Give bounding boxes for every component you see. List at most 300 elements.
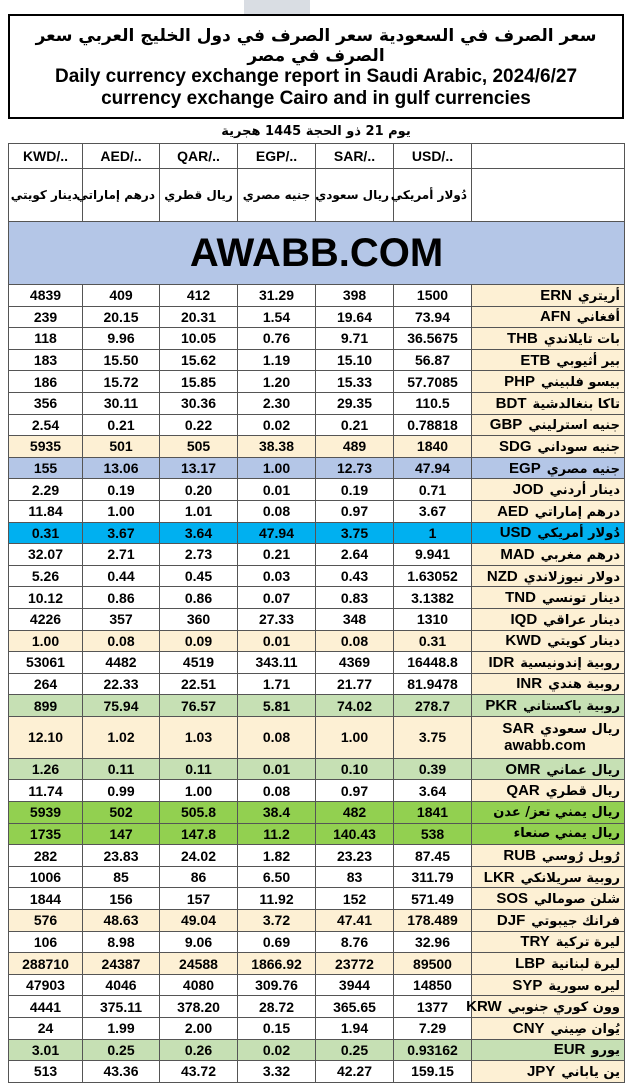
rate-cell-kwd: 1.26 [9, 758, 83, 780]
rate-cell-aed: 156 [83, 888, 160, 910]
rate-cell-usd: 1377 [394, 996, 472, 1018]
rate-cell-kwd: 4839 [9, 285, 83, 307]
rate-cell-usd: 87.45 [394, 845, 472, 867]
currency-name-ar: وون كوري جنوبي [507, 1000, 620, 1016]
currency-name-ar: ريال قطري [545, 784, 620, 800]
currency-name-cell [472, 457, 625, 479]
rate-cell-sar: 8.76 [316, 931, 394, 953]
rate-cell-kwd: 47903 [9, 974, 83, 996]
rate-cell-usd: 0.71 [394, 479, 472, 501]
table-row [9, 673, 625, 695]
rate-cell-kwd: 53061 [9, 652, 83, 674]
currency-name-ar: يورو [591, 1043, 620, 1059]
rate-cell-aed: 3.67 [83, 522, 160, 544]
table-row [9, 910, 625, 932]
currency-code: USD [499, 524, 532, 542]
rate-cell-egp: 2.30 [238, 392, 316, 414]
currency-code: DJF [496, 911, 526, 929]
currency-name-cell [472, 758, 625, 780]
rate-cell-qar: 49.04 [160, 910, 238, 932]
rate-cell-usd: 0.78818 [394, 414, 472, 436]
currency-code: PKR [485, 697, 518, 715]
rate-cell-sar: 0.10 [316, 758, 394, 780]
table-row [9, 931, 625, 953]
table-row [9, 544, 625, 566]
header-title-english-line2: currency exchange Cairo and in gulf currencies [101, 88, 531, 109]
rate-cell-sar: 15.33 [316, 371, 394, 393]
rate-cell-egp: 47.94 [238, 522, 316, 544]
currency-name-ar: تاكا بنغالدشية [532, 396, 620, 412]
table-row [9, 522, 625, 544]
rate-cell-kwd: 4441 [9, 996, 83, 1018]
currency-name-ar: دينار كويتي [547, 634, 620, 650]
rate-cell-egp: 0.01 [238, 758, 316, 780]
rate-cell-qar: 1.00 [160, 780, 238, 802]
rate-cell-egp: 0.02 [238, 414, 316, 436]
rate-cell-sar: 4369 [316, 652, 394, 674]
rate-cell-kwd: 264 [9, 673, 83, 695]
currency-name-ar: ريال سعودي [540, 722, 620, 738]
col-header-kwd: KWD/.. [9, 144, 83, 169]
col-header-empty [472, 144, 625, 169]
rate-cell-egp: 0.07 [238, 587, 316, 609]
rate-cell-kwd: 32.07 [9, 544, 83, 566]
currency-name-cell [472, 823, 625, 845]
table-row [9, 565, 625, 587]
col-header-egp: EGP/.. [238, 144, 316, 169]
table-row [9, 587, 625, 609]
rate-cell-egp: 11.2 [238, 823, 316, 845]
rate-cell-usd: 32.96 [394, 931, 472, 953]
currency-code: JPY [526, 1062, 556, 1080]
rate-cell-kwd: 186 [9, 371, 83, 393]
rate-cell-qar: 505 [160, 436, 238, 458]
col-name-egp: جنيه مصري [238, 169, 316, 222]
currency-code: IQD [510, 610, 538, 628]
rate-cell-egp: 0.69 [238, 931, 316, 953]
rate-cell-usd: 36.5675 [394, 328, 472, 350]
table-row [9, 802, 625, 824]
currency-name-cell [472, 436, 625, 458]
table-row [9, 888, 625, 910]
rate-cell-usd: 1841 [394, 802, 472, 824]
table-row [9, 652, 625, 674]
rate-cell-aed: 20.15 [83, 306, 160, 328]
col-name-aed: درهم إماراتي [83, 169, 160, 222]
rate-cell-egp: 1.00 [238, 457, 316, 479]
rate-cell-kwd: 3.01 [9, 1039, 83, 1061]
currency-name-ar: رُوبل رُوسي [541, 849, 620, 865]
rate-cell-usd: 110.5 [394, 392, 472, 414]
rate-cell-aed: 147 [83, 823, 160, 845]
rate-cell-aed: 357 [83, 608, 160, 630]
rate-cell-aed: 23.83 [83, 845, 160, 867]
rate-cell-qar: 4519 [160, 652, 238, 674]
rate-cell-qar: 76.57 [160, 695, 238, 717]
currency-name-cell [472, 974, 625, 996]
rate-cell-usd: 47.94 [394, 457, 472, 479]
currency-name-ar: ين ياباني [561, 1064, 620, 1080]
currency-code: EUR [553, 1041, 586, 1059]
rate-cell-egp: 0.03 [238, 565, 316, 587]
currency-name-cell [472, 328, 625, 350]
rate-cell-kwd: 4226 [9, 608, 83, 630]
rate-cell-aed: 43.36 [83, 1061, 160, 1083]
rate-cell-aed: 15.72 [83, 371, 160, 393]
currency-code: CNY [512, 1019, 545, 1037]
rate-cell-kwd: 1844 [9, 888, 83, 910]
currency-name-cell [472, 392, 625, 414]
rate-cell-sar: 23.23 [316, 845, 394, 867]
rate-cell-aed: 4046 [83, 974, 160, 996]
table-row [9, 608, 625, 630]
rate-cell-sar: 482 [316, 802, 394, 824]
currency-name-cell [472, 565, 625, 587]
currency-name-cell [472, 1018, 625, 1040]
currency-name-ar: روبية هندي [548, 677, 620, 693]
currency-code: GBP [489, 416, 523, 434]
currency-name-cell [472, 285, 625, 307]
rate-cell-egp: 0.01 [238, 479, 316, 501]
table-row [9, 695, 625, 717]
table-row [9, 328, 625, 350]
table-row [9, 716, 625, 758]
rate-cell-qar: 1.01 [160, 500, 238, 522]
rate-cell-usd: 57.7085 [394, 371, 472, 393]
rate-cell-qar: 86 [160, 866, 238, 888]
currency-name-ar: أريتري [577, 288, 620, 304]
currency-name-cell [472, 652, 625, 674]
rate-cell-sar: 74.02 [316, 695, 394, 717]
currency-code: KWD [505, 632, 542, 650]
rate-cell-usd: 81.9478 [394, 673, 472, 695]
currency-name-cell [472, 1039, 625, 1061]
rate-cell-sar: 348 [316, 608, 394, 630]
column-code-header-row [9, 144, 625, 169]
currency-code: TRY [520, 933, 550, 951]
rate-cell-kwd: 155 [9, 457, 83, 479]
rate-cell-qar: 147.8 [160, 823, 238, 845]
rate-cell-usd: 16448.8 [394, 652, 472, 674]
rate-cell-sar: 365.65 [316, 996, 394, 1018]
currency-name-cell [472, 414, 625, 436]
rate-cell-kwd: 513 [9, 1061, 83, 1083]
rate-cell-egp: 0.21 [238, 544, 316, 566]
rate-cell-sar: 0.25 [316, 1039, 394, 1061]
currency-name-ar: روبية إندونيسية [520, 655, 620, 671]
currency-code: LKR [483, 868, 515, 886]
table-row [9, 866, 625, 888]
rate-cell-aed: 502 [83, 802, 160, 824]
currency-name-ar: ليرة لبنانية [551, 957, 620, 973]
rate-cell-egp: 5.81 [238, 695, 316, 717]
table-row [9, 1039, 625, 1061]
rate-cell-kwd: 12.10 [9, 716, 83, 758]
currency-name-cell [472, 845, 625, 867]
rate-cell-kwd: 576 [9, 910, 83, 932]
currency-code: AED [497, 502, 529, 520]
rate-cell-egp: 3.72 [238, 910, 316, 932]
currency-name-ar: دينار تونسي [541, 591, 620, 607]
exchange-rate-table [8, 143, 625, 1083]
rate-cell-sar: 15.10 [316, 349, 394, 371]
rate-cell-qar: 1.03 [160, 716, 238, 758]
rate-cell-kwd: 899 [9, 695, 83, 717]
banner-row [9, 222, 625, 285]
currency-code: TND [505, 589, 536, 607]
rate-cell-aed: 15.50 [83, 349, 160, 371]
rate-cell-aed: 0.11 [83, 758, 160, 780]
currency-code: SYP [512, 976, 543, 994]
rate-cell-usd: 14850 [394, 974, 472, 996]
rate-cell-kwd: 11.84 [9, 500, 83, 522]
rate-cell-qar: 13.17 [160, 457, 238, 479]
site-banner: AWABB.COM [9, 222, 625, 285]
rate-cell-sar: 9.71 [316, 328, 394, 350]
rate-cell-aed: 0.44 [83, 565, 160, 587]
rate-cell-qar: 10.05 [160, 328, 238, 350]
currency-name-ar: درهم مغربي [540, 547, 620, 563]
rate-cell-qar: 22.51 [160, 673, 238, 695]
hijri-date: يوم 21 ذو الحجة 1445 هجرية [221, 124, 411, 139]
currency-name-cell [472, 522, 625, 544]
currency-name-ar: دينار عراقي [543, 612, 620, 628]
col-header-usd: USD/.. [394, 144, 472, 169]
rate-cell-kwd: 183 [9, 349, 83, 371]
rate-cell-egp: 0.02 [238, 1039, 316, 1061]
rate-cell-aed: 13.06 [83, 457, 160, 479]
rate-cell-egp: 27.33 [238, 608, 316, 630]
table-row [9, 349, 625, 371]
rate-cell-egp: 0.76 [238, 328, 316, 350]
rate-cell-aed: 375.11 [83, 996, 160, 1018]
rate-cell-kwd: 0.31 [9, 522, 83, 544]
currency-name-cell [466, 996, 625, 1018]
rate-cell-aed: 0.21 [83, 414, 160, 436]
rate-cell-kwd: 239 [9, 306, 83, 328]
table-row [9, 996, 625, 1018]
rate-cell-usd: 3.67 [394, 500, 472, 522]
rate-cell-usd: 3.64 [394, 780, 472, 802]
rate-cell-egp: 0.08 [238, 716, 316, 758]
currency-code: THB [507, 329, 538, 347]
currency-code: BDT [495, 394, 527, 412]
currency-code: ETB [520, 351, 551, 369]
rate-cell-aed: 0.25 [83, 1039, 160, 1061]
currency-name-cell [472, 630, 625, 652]
currency-name-cell [472, 608, 625, 630]
rate-cell-qar: 9.06 [160, 931, 238, 953]
currency-name-cell [472, 349, 625, 371]
table-row [9, 436, 625, 458]
rate-cell-sar: 1.94 [316, 1018, 394, 1040]
rate-cell-egp: 343.11 [238, 652, 316, 674]
rate-cell-egp: 3.32 [238, 1061, 316, 1083]
rate-cell-sar: 47.41 [316, 910, 394, 932]
rate-cell-egp: 1.54 [238, 306, 316, 328]
rate-cell-usd: 7.29 [394, 1018, 472, 1040]
currency-name-ar: بات تايلاندي [543, 331, 620, 347]
rate-cell-usd: 159.15 [394, 1061, 472, 1083]
rate-cell-sar: 152 [316, 888, 394, 910]
currency-name-ar: درهم إماراتي [534, 504, 620, 520]
rate-cell-usd: 0.39 [394, 758, 472, 780]
currency-name-cell [472, 716, 625, 758]
currency-name-cell [472, 866, 625, 888]
table-row [9, 285, 625, 307]
rate-cell-egp: 0.01 [238, 630, 316, 652]
rate-cell-kwd: 1735 [9, 823, 83, 845]
currency-name-cell [472, 888, 625, 910]
rate-cell-egp: 1.19 [238, 349, 316, 371]
rate-cell-sar: 29.35 [316, 392, 394, 414]
currency-code: QAR [506, 782, 540, 800]
rate-cell-qar: 24588 [160, 953, 238, 975]
rate-cell-qar: 157 [160, 888, 238, 910]
rate-cell-qar: 43.72 [160, 1061, 238, 1083]
col-header-sar: SAR/.. [316, 144, 394, 169]
rate-cell-qar: 3.64 [160, 522, 238, 544]
rate-cell-usd: 538 [394, 823, 472, 845]
rate-cell-usd: 178.489 [394, 910, 472, 932]
rate-cell-aed: 1.02 [83, 716, 160, 758]
rate-cell-aed: 24387 [83, 953, 160, 975]
currency-code: SOS [496, 890, 528, 908]
report-header [8, 14, 624, 119]
rate-cell-sar: 0.83 [316, 587, 394, 609]
rate-cell-sar: 489 [316, 436, 394, 458]
rate-cell-qar: 15.62 [160, 349, 238, 371]
column-name-header-row [9, 169, 625, 222]
table-row [9, 392, 625, 414]
currency-name-ar: ريال يمني صنعاء [513, 826, 620, 842]
rate-cell-aed: 0.99 [83, 780, 160, 802]
table-row [9, 630, 625, 652]
rate-cell-kwd: 5939 [9, 802, 83, 824]
currency-name-cell [472, 1061, 625, 1083]
rate-cell-aed: 30.11 [83, 392, 160, 414]
rate-cell-kwd: 106 [9, 931, 83, 953]
rate-cell-sar: 42.27 [316, 1061, 394, 1083]
rate-cell-qar: 378.20 [160, 996, 238, 1018]
table-row [9, 974, 625, 996]
rate-cell-usd: 1.63052 [394, 565, 472, 587]
rate-cell-sar: 0.19 [316, 479, 394, 501]
rate-cell-egp: 38.4 [238, 802, 316, 824]
rate-cell-qar: 0.22 [160, 414, 238, 436]
rate-cell-sar: 2.64 [316, 544, 394, 566]
rate-cell-egp: 1.71 [238, 673, 316, 695]
rate-cell-kwd: 288710 [9, 953, 83, 975]
rate-cell-egp: 1866.92 [238, 953, 316, 975]
currency-name-ar: أفغاني [576, 310, 620, 326]
currency-name-cell [472, 479, 625, 501]
rate-cell-qar: 0.45 [160, 565, 238, 587]
rate-cell-usd: 571.49 [394, 888, 472, 910]
table-row [9, 823, 625, 845]
col-name-empty [472, 169, 625, 222]
rate-cell-kwd: 11.74 [9, 780, 83, 802]
currency-code: RUB [503, 847, 536, 865]
rate-cell-qar: 30.36 [160, 392, 238, 414]
currency-code: NZD [486, 567, 518, 585]
rate-cell-sar: 0.43 [316, 565, 394, 587]
rate-cell-kwd: 2.29 [9, 479, 83, 501]
rate-cell-aed: 501 [83, 436, 160, 458]
col-name-qar: ريال قطري [160, 169, 238, 222]
site-watermark-text: awabb.com [504, 737, 586, 755]
rate-cell-sar: 0.97 [316, 500, 394, 522]
rate-cell-egp: 28.72 [238, 996, 316, 1018]
table-row [9, 953, 625, 975]
currency-code: KRW [466, 998, 502, 1016]
table-row [9, 500, 625, 522]
rate-cell-aed: 409 [83, 285, 160, 307]
rate-cell-qar: 2.73 [160, 544, 238, 566]
currency-code: SAR [502, 720, 535, 738]
currency-name-ar: بير أثيوبي [556, 353, 620, 369]
rate-cell-qar: 0.26 [160, 1039, 238, 1061]
currency-code: LBP [515, 955, 546, 973]
rate-cell-sar: 398 [316, 285, 394, 307]
col-name-kwd: دينار كويتي [9, 169, 83, 222]
rate-cell-qar: 412 [160, 285, 238, 307]
currency-name-cell [472, 910, 625, 932]
currency-code: IDR [488, 653, 515, 671]
rate-cell-usd: 311.79 [394, 866, 472, 888]
rate-cell-aed: 85 [83, 866, 160, 888]
currency-code: PHP [504, 373, 536, 391]
rate-cell-qar: 360 [160, 608, 238, 630]
currency-code: INR [516, 675, 543, 693]
table-row [9, 1061, 625, 1083]
rate-cell-usd: 89500 [394, 953, 472, 975]
rate-cell-aed: 0.08 [83, 630, 160, 652]
rate-cell-sar: 83 [316, 866, 394, 888]
rate-cell-kwd: 282 [9, 845, 83, 867]
rate-cell-aed: 0.19 [83, 479, 160, 501]
currency-code: SDG [498, 437, 532, 455]
currency-name-cell [472, 544, 625, 566]
rate-cell-usd: 73.94 [394, 306, 472, 328]
rate-cell-aed: 48.63 [83, 910, 160, 932]
rate-cell-qar: 505.8 [160, 802, 238, 824]
currency-name-cell [472, 371, 625, 393]
rate-cell-aed: 75.94 [83, 695, 160, 717]
rate-cell-usd: 3.1382 [394, 587, 472, 609]
rate-cell-qar: 15.85 [160, 371, 238, 393]
table-row [9, 1018, 625, 1040]
rate-cell-usd: 3.75 [394, 716, 472, 758]
rate-cell-sar: 3944 [316, 974, 394, 996]
table-row [9, 414, 625, 436]
rate-cell-egp: 6.50 [238, 866, 316, 888]
table-row [9, 479, 625, 501]
rate-cell-kwd: 1006 [9, 866, 83, 888]
rate-cell-kwd: 1.00 [9, 630, 83, 652]
rate-cell-sar: 3.75 [316, 522, 394, 544]
table-row [9, 371, 625, 393]
rate-cell-kwd: 5.26 [9, 565, 83, 587]
rate-cell-sar: 1.00 [316, 716, 394, 758]
rate-cell-kwd: 10.12 [9, 587, 83, 609]
currency-name-ar: روبية باكستاني [523, 699, 620, 715]
rate-cell-sar: 0.97 [316, 780, 394, 802]
currency-name-cell [472, 780, 625, 802]
currency-code: JOD [512, 481, 544, 499]
col-header-qar: QAR/.. [160, 144, 238, 169]
currency-name-ar: جنيه مصري [546, 461, 620, 477]
